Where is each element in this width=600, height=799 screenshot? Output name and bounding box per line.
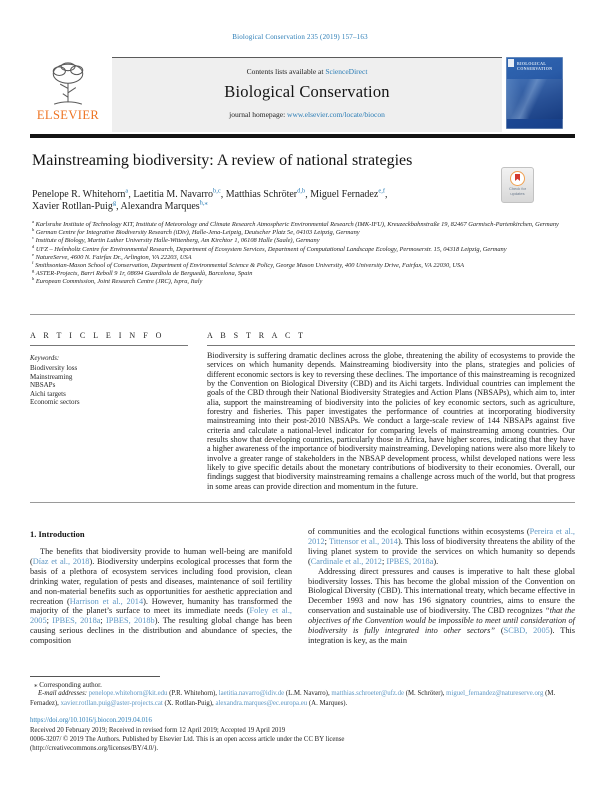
author-superscript: e,f	[378, 187, 385, 195]
intro-paragraph-right-1	[308, 527, 575, 567]
keywords-list	[30, 364, 80, 407]
text-segment: of communities and the ecological functions within ecosystems (	[308, 527, 530, 536]
cover-issn-box	[508, 59, 514, 67]
abstract-rule	[207, 345, 575, 346]
check-updates-icon	[510, 171, 525, 186]
inline-link[interactable]: SCBD, 2005	[503, 626, 550, 636]
cover-title: BIOLOGICAL CONSERVATION	[517, 61, 553, 71]
text-segment: (	[495, 626, 504, 636]
author-superscript: d,b	[297, 187, 306, 195]
inline-link[interactable]: IPBES, 2018a	[52, 616, 101, 626]
check-updates-label: Check for updates	[508, 186, 527, 196]
masthead-divider-bar	[30, 134, 575, 138]
text-segment: The benefits that biodiversity provide to human well-being are manifold (	[30, 547, 292, 566]
contents-line	[112, 67, 502, 76]
journal-masthead-box	[112, 57, 502, 132]
text-segment: , Matthias Schröter	[220, 189, 298, 200]
doi-link[interactable]: https://doi.org/10.1016/j.biocon.2019.04.016	[30, 717, 152, 724]
text-segment: ;	[324, 536, 329, 546]
inline-link[interactable]: Díaz et al., 2018	[32, 556, 90, 566]
inline-link[interactable]: alexandra.marques@ec.europa.eu	[215, 699, 308, 707]
text-segment: , Miguel Fernadez	[305, 189, 379, 200]
text-segment: (L.M. Navarro),	[284, 690, 332, 697]
keywords-label: Keywords:	[30, 355, 60, 362]
text-segment: E-mail addresses:	[38, 690, 89, 697]
text-segment: (A. Marques).	[307, 699, 348, 707]
text-segment: ).	[433, 556, 439, 566]
keyword-item: NBSAPs	[30, 381, 56, 390]
abstract-text: Biodiversity is suffering dramatic declines across the globe, threatening the ability of ecosystems to provide the services on which humanity depends. Mainstreaming biodiversity into the plans, strategies and policies of different economic sectors is key to reversing these declines. The importance of this mainstreaming is recognized by the Convention on Biological Diversity (CBD) and its Aichi targets. Individual countries can implement the goals of the CBD through their National Biodiversity Strategies and Action Plans (NBSAPs), which aim to, inter alia, support the mainstreaming of biodiversity into the policies of key economic sectors, such as agriculture, forestry and fisheries. This paper investigates the performance of countries at incorporating biodiversity mainstreaming into their post-2010 NBSAPs. We conduct a large-scale review of 144 NBSAPs against five criteria and calculate a national-level indicator for comparing levels of mainstreaming among countries. Our results show that developing countries, particularly those in Africa, have higher scores, indicating that they have a higher awareness of the importance of biodiversity mainstreaming. Developing nations were also more likely to involve a greater range of stakeholders in the NBSAP development process, whilst developed nations were less likely to give specific details about the monetary contributions of biodiversity to their economies. Overall, our findings suggest that biodiversity mainstreaming remains a challenge across much of the world, but that progress in some areas can provide direction and momentum in the future.	[207, 351, 575, 491]
inline-link[interactable]: IPBES, 2018b	[106, 616, 155, 626]
inline-link[interactable]: miguel_fernandez@natureserve.org	[446, 690, 544, 697]
body-column-right	[308, 527, 575, 646]
text-segment: Penelope R. Whitehorn	[32, 189, 126, 200]
journal-citation-header: Biological Conservation 235 (2019) 157–163	[232, 33, 368, 41]
check-for-updates-badge[interactable]	[501, 167, 534, 203]
homepage-prefix: journal homepage:	[229, 110, 288, 119]
footnote-rule	[30, 676, 160, 677]
text-segment: ). This loss of biodiversity threatens the ability of the living planet system to provide the services on which humanity so depends (	[308, 536, 575, 566]
inline-link[interactable]: Pereira et al., 2012	[308, 527, 575, 546]
inline-link[interactable]: Cardinale et al., 2012	[310, 556, 382, 566]
affiliation-item: $^g$ ASTER-Projects, Barri Reboll 9 1r, 08694 Guardiola de Berguedà, Barcelona, Spain	[32, 268, 253, 278]
text-segment: ). Biodiversity underpins ecological processes that form the basis of a plethora of ecosystem services including food provision, clean drinking water, regulation of pests and diseases, maintenance of soil fertility and non-material benefits such as opportunities for aesthetic appreciation and recreation (	[30, 556, 292, 606]
cover-artwork	[506, 79, 563, 119]
inline-link[interactable]: penelope.whitehorn@kit.edu	[88, 690, 168, 697]
homepage-line	[112, 110, 502, 119]
text-segment: ;	[381, 556, 387, 566]
affiliation-item: $^h$ European Commission, Joint Research Centre (JRC), Ispra, Italy	[32, 276, 203, 286]
keyword-item: Economic sectors	[30, 398, 80, 407]
text-segment: (M. Fernadez),	[30, 690, 556, 707]
text-segment: ;	[46, 616, 53, 626]
rule-below-affiliations	[30, 314, 575, 315]
keyword-item: Aichi targets	[30, 389, 66, 398]
journal-title: Biological Conservation	[224, 82, 390, 101]
inline-link[interactable]: laetitia.navarro@idiv.de	[218, 690, 285, 697]
article-info-rule	[30, 345, 188, 346]
text-segment: , Laetitia M. Navarro	[128, 189, 213, 200]
text-segment: ,	[385, 189, 388, 200]
text-segment: , Alexandra Marques	[116, 200, 200, 212]
article-info-heading: A R T I C L E I N F O	[30, 331, 165, 340]
article-title: Mainstreaming biodiversity: A review of national strategies	[32, 152, 413, 169]
keyword-item: Mainstreaming	[30, 372, 73, 381]
abstract-heading: A B S T R A C T	[207, 331, 307, 340]
section-heading-introduction: 1. Introduction	[30, 529, 85, 539]
body-column-left	[30, 527, 292, 646]
text-segment: ). The resulting global change has been causing serious declines in the distribution and abundance of species, the composition	[30, 616, 292, 646]
text-segment: “that the objectives of the Convention would be impossible to meet until consideration of biodiversity is fully integrated into other sectors”	[308, 606, 575, 636]
keyword-item: Biodiversity loss	[30, 364, 78, 372]
text-segment: (X. Rotllan-Puig),	[162, 699, 216, 707]
text-segment: ;	[100, 616, 107, 626]
inline-link[interactable]: Harrison et al., 2014	[69, 596, 144, 606]
inline-link[interactable]: matthias.schroeter@ufz.de	[331, 690, 405, 697]
author-superscript: a	[125, 187, 129, 195]
intro-paragraph-left	[30, 547, 292, 646]
inline-link[interactable]: Foley et al., 2005	[30, 606, 293, 626]
affiliation-item: $^b$ German Centre for Integrative Biodiversity Research (iDiv), Halle-Jena-Leipzig, Deutscher Platz 5e, 04103 Leipzig, Germany	[32, 227, 360, 237]
corresponding-author-note: ⁎ Corresponding author.	[34, 681, 102, 689]
text-segment: (P.R. Whitehorn),	[167, 690, 219, 697]
journal-homepage-link[interactable]: www.elsevier.com/locate/biocon	[287, 110, 385, 119]
inline-link[interactable]: IPBES, 2018a	[386, 556, 434, 566]
elsevier-tree-icon	[31, 60, 105, 110]
author-superscript: b,c	[213, 187, 221, 195]
elsevier-logo[interactable]	[31, 60, 105, 132]
text-segment: ). This integration is key, as the main	[308, 626, 576, 645]
text-segment: Addressing direct pressures and causes is imperative to halt these global biodiversity losses. This has become the global mission of the Convention on Biological Diversity (CBD). This international treaty, which became effective in December 1993 and now has 196 signatory countries, aims to ensure the conservation and sustainable use of biodiversity. The CBD recognizes	[308, 566, 575, 616]
sciencedirect-link[interactable]: ScienceDirect	[325, 67, 368, 76]
author-superscript: g	[112, 199, 117, 207]
copyright-line: 0006-3207/ © 2019 The Authors. Published by Elsevier Ltd. This is an open access article under the CC BY license	[30, 736, 345, 743]
author-superscript: h,⁎	[199, 199, 208, 207]
license-line: (http://creativecommons.org/licenses/BY/4.0/).	[30, 745, 159, 752]
text-segment: Xavier Rotllan-Puig	[32, 200, 113, 212]
email-addresses-note	[30, 689, 575, 708]
body-columns	[30, 527, 575, 646]
received-dates-line: Received 20 February 2019; Received in revised form 12 April 2019; Accepted 19 April 2019	[30, 727, 286, 734]
text-segment: (M. Schröter),	[404, 690, 447, 697]
affiliation-item: $^e$ NatureServe, 4600 N. Fairfax Dr., Arlington, VA 22203, USA	[32, 251, 192, 261]
intro-paragraph-right-2	[308, 567, 575, 646]
affiliation-item: $^a$ Karlsruhe Institute of Technology KIT, Institute of Meteorology and Climate Research Atmospheric Environmental Research (IMK-IFU), Kreuzeckbahnstraße 19, 82467 Garmisch-Partenkirchen, Germany	[32, 218, 559, 228]
elsevier-logo-text: ELSEVIER	[36, 108, 100, 122]
contents-line-prefix: Contents lists available at	[246, 67, 326, 76]
inline-link[interactable]: Tittensor et al., 2014	[328, 536, 398, 546]
affiliation-item: $^d$ UFZ – Helmholtz Centre for Environmental Research, Department of Ecosystem Services, Department of Computational Landscape Ecology, Permoserstr. 15, 04318 Leipzig, Germany	[32, 243, 507, 253]
journal-cover-thumbnail[interactable]	[506, 57, 563, 129]
affiliation-item: $^f$ Smithsonian-Mason School of Conservation, Department of Environmental Science & Policy, George Mason University, 400 University Drive, Fairfax, VA 22030, USA	[32, 259, 465, 270]
affiliation-item: $^c$ Institute of Biology, Martin Luther University Halle-Wittenberg, Am Kirchtor 1, 06108 Halle (Saale), Germany	[32, 235, 320, 245]
inline-link[interactable]: xavier.rotllan.puig@aster-projects.cat	[60, 699, 163, 707]
text-segment: ). However, humanity has transformed the majority of the planet’s surface to meet its immediate needs (	[30, 596, 292, 616]
affiliations-list	[32, 218, 572, 287]
authors-line	[32, 189, 494, 212]
rule-below-abstract	[30, 502, 575, 503]
